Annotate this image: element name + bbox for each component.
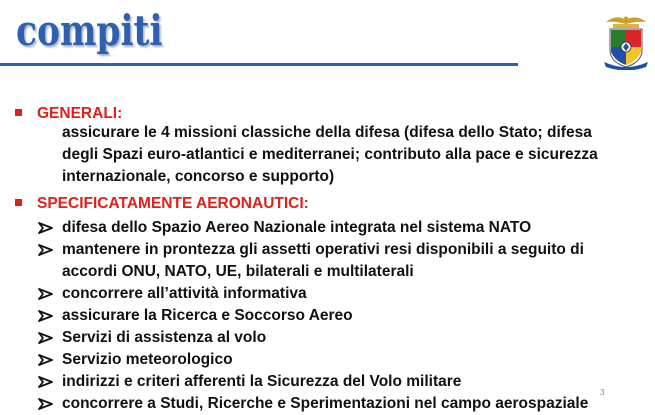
square-bullet-icon [15,199,22,206]
list-item-text: difesa dello Spazio Aereo Nazionale integrata nel sistema NATO [62,219,532,236]
list-item-text: assicurare la Ricerca e Soccorso Aereo [62,307,353,324]
section-paragraph: assicurare le 4 missioni classiche della difesa (difesa dello Stato; difesa degli Spazi euro-atlantici e mediterranei; contributo alla pace e sicurezza internazionale, concorso e supporto) [62,124,598,185]
arrow-bullet-icon [37,239,55,261]
list-item-text: mantenere in prontezza gli assetti operativi resi disponibili a seguito di accordi ONU, NATO, UE, bilaterali e multilaterali [62,241,584,280]
list-item-text: Servizio meteorologico [62,351,233,368]
list-item-text: concorrere all’attività informativa [62,285,307,302]
list-item-text: concorrere a Studi, Ricerche e Sperimentazioni nel campo aerospaziale [62,395,589,412]
list-item-text: indirizzi e criteri afferenti la Sicurezza del Volo militare [62,373,462,390]
arrow-bullet-icon [37,393,55,415]
page-number: 3 [600,388,605,397]
square-bullet-icon [15,109,22,116]
arrow-bullet-icon [37,349,55,371]
arrow-bullet-icon [37,327,55,349]
section-heading: SPECIFICATAMENTE AERONAUTICI: [37,195,309,212]
section-heading: GENERALI: [37,105,123,122]
title-underline [0,63,518,66]
arrow-bullet-icon [37,217,55,239]
arrow-bullet-icon [37,371,55,393]
air-force-crest-icon [602,12,650,70]
list-item-text: Servizi di assistenza al volo [62,329,267,346]
arrow-bullet-icon [37,305,55,327]
slide-title: compiti [16,6,163,55]
arrow-bullet-icon [37,283,55,305]
